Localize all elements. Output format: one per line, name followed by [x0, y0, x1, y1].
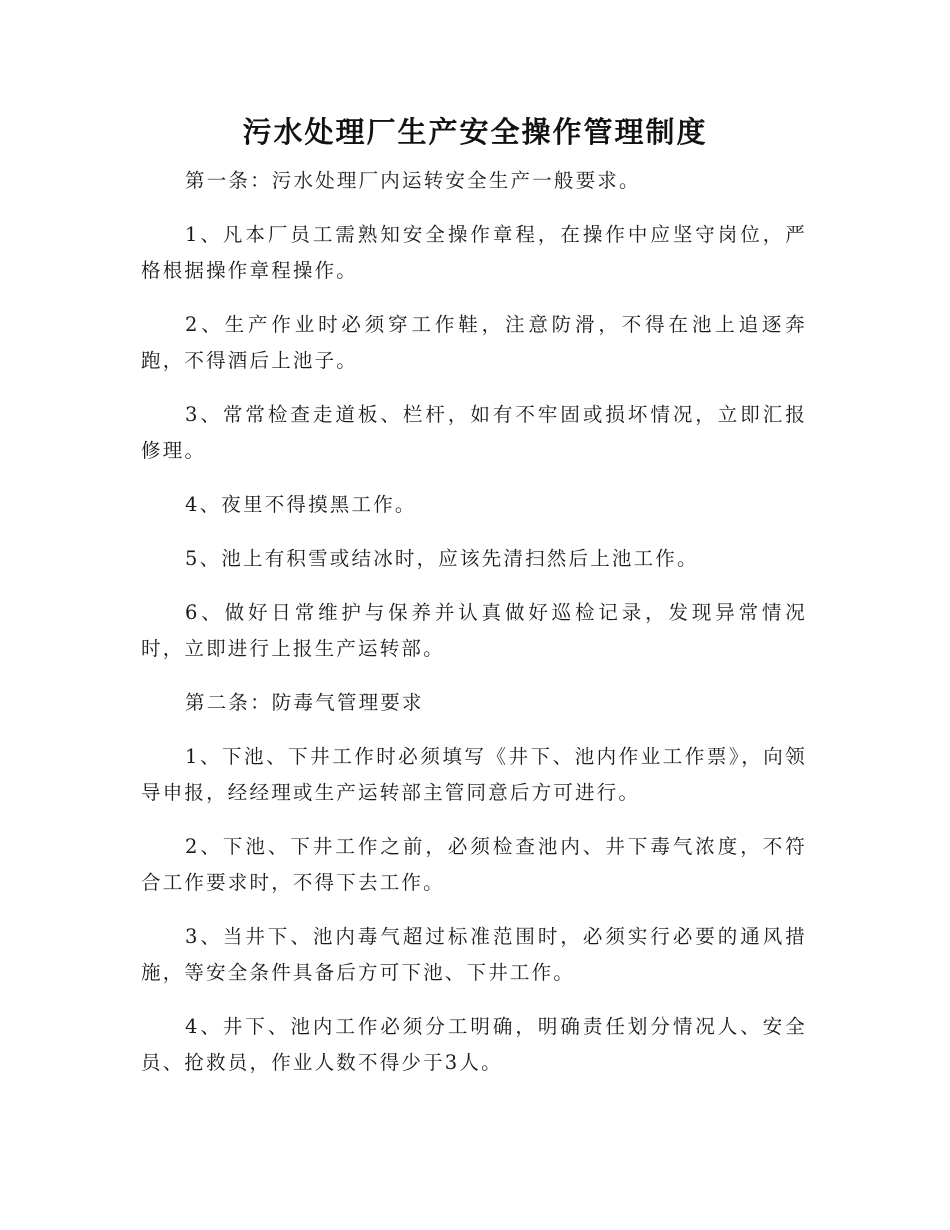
paragraph: 1、下池、下井工作时必须填写《井下、池内作业工作票》，向领导申报，经经理或生产运转部主管同意后方可进行。 [141, 745, 807, 804]
paragraph: 5、池上有积雪或结冰时，应该先清扫然后上池工作。 [185, 547, 699, 570]
paragraph: 2、下池、下井工作之前，必须检查池内、井下毒气浓度，不符合工作要求时，不得下去工作。 [141, 835, 807, 894]
paragraph: 4、夜里不得摸黑工作。 [185, 493, 417, 516]
paragraph: 3、当井下、池内毒气超过标准范围时，必须实行必要的通风措施，等安全条件具备后方可下池、下井工作。 [141, 925, 807, 984]
paragraph: 3、常常检查走道板、栏杆，如有不牢固或损坏情况，立即汇报修理。 [141, 403, 807, 462]
document-body [141, 163, 807, 1099]
document-title: 污水处理厂生产安全操作管理制度 [242, 115, 708, 149]
paragraph: 1、凡本厂员工需熟知安全操作章程，在操作中应坚守岗位，严格根据操作章程操作。 [141, 223, 807, 282]
section-heading-1: 第一条：污水处理厂内运转安全生产一般要求。 [185, 169, 641, 192]
paragraph: 2、生产作业时必须穿工作鞋，注意防滑，不得在池上追逐奔跑，不得酒后上池子。 [141, 313, 807, 372]
paragraph: 4、井下、池内工作必须分工明确，明确责任划分情况人、安全员、抢救员，作业人数不得少于3人。 [141, 1015, 807, 1074]
paragraph: 6、做好日常维护与保养并认真做好巡检记录，发现异常情况时，立即进行上报生产运转部。 [141, 601, 807, 660]
section-heading-2: 第二条：防毒气管理要求 [185, 691, 424, 714]
